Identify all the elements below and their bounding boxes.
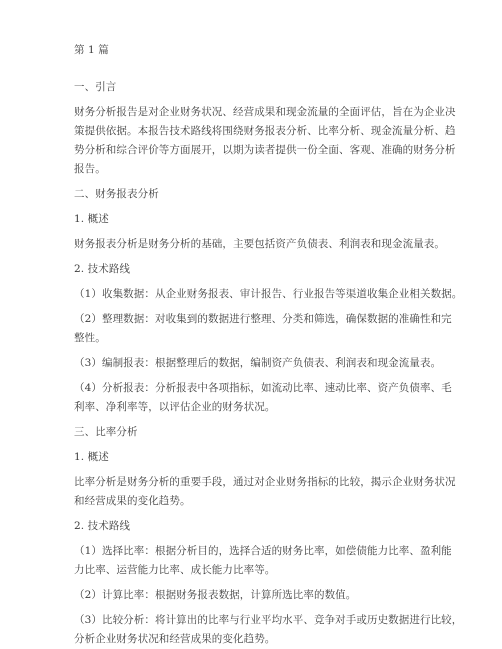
section-heading-ratio-analysis: 三、比率分析 (74, 426, 138, 438)
fs-step-1: （1）收集数据：从企业财务报表、审计报告、行业报告等渠道收集企业相关数据。 (74, 288, 463, 300)
fs-step-3: （3）编制报表：根据整理后的数据，编制资产负债表、利润表和现金流量表。 (74, 357, 442, 369)
subheading-overview: 1. 概述 (74, 451, 109, 463)
ratio-step-1-line: （1）选择比率：根据分析目的，选择合适的财务比率，如偿债能力比率、盈利能 (74, 545, 452, 557)
ratio-step-2: （2）计算比率：根据财务报表数据，计算所选比率的数值。 (74, 589, 357, 601)
fs-overview-text: 财务报表分析是财务分析的基础，主要包括资产负债表、利润表和现金流量表。 (74, 238, 445, 250)
section-heading-financial-statements: 二、财务报表分析 (74, 188, 159, 200)
subheading-overview: 1. 概述 (74, 213, 109, 225)
intro-paragraph-line: 财务分析报告是对企业财务状况、经营成果和现金流量的全面评估，旨在为企业决 (74, 106, 456, 118)
intro-paragraph-line: 势分析和综合评价等方面展开，以期为读者提供一份全面、客观、准确的财务分析 (74, 144, 456, 156)
intro-paragraph-line: 报告。 (74, 163, 106, 175)
ratio-step-1-line: 力比率、运营能力比率、成长能力比率等。 (74, 564, 276, 576)
ratio-step-3-line: 分析企业财务状况和经营成果的变化趋势。 (74, 633, 276, 645)
ratio-step-3-line: （3）比较分析：将计算出的比率与行业平均水平、竞争对手或历史数据进行比较， (74, 614, 463, 626)
ratio-overview-line: 和经营成果的变化趋势。 (74, 495, 191, 507)
fs-step-4-line: 利率、净利率等，以评估企业的财务状况。 (74, 401, 276, 413)
fs-step-2-line: 整性。 (74, 332, 106, 344)
fs-step-2-line: （2）整理数据：对收集到的数据进行整理、分类和筛选，确保数据的准确性和完 (74, 313, 452, 325)
subheading-technical-route: 2. 技术路线 (74, 263, 131, 275)
subheading-technical-route: 2. 技术路线 (74, 520, 131, 532)
intro-paragraph-line: 策提供依据。本报告技术路线将围绕财务报表分析、比率分析、现金流量分析、趋 (74, 125, 456, 137)
fs-step-4-line: （4）分析报表：分析报表中各项指标，如流动比率、速动比率、资产负债率、毛 (74, 382, 452, 394)
ratio-overview-line: 比率分析是财务分析的重要手段，通过对企业财务指标的比较，揭示企业财务状况 (74, 476, 456, 488)
page-header: 第 1 篇 (74, 44, 109, 56)
section-heading-intro: 一、引言 (74, 81, 117, 93)
